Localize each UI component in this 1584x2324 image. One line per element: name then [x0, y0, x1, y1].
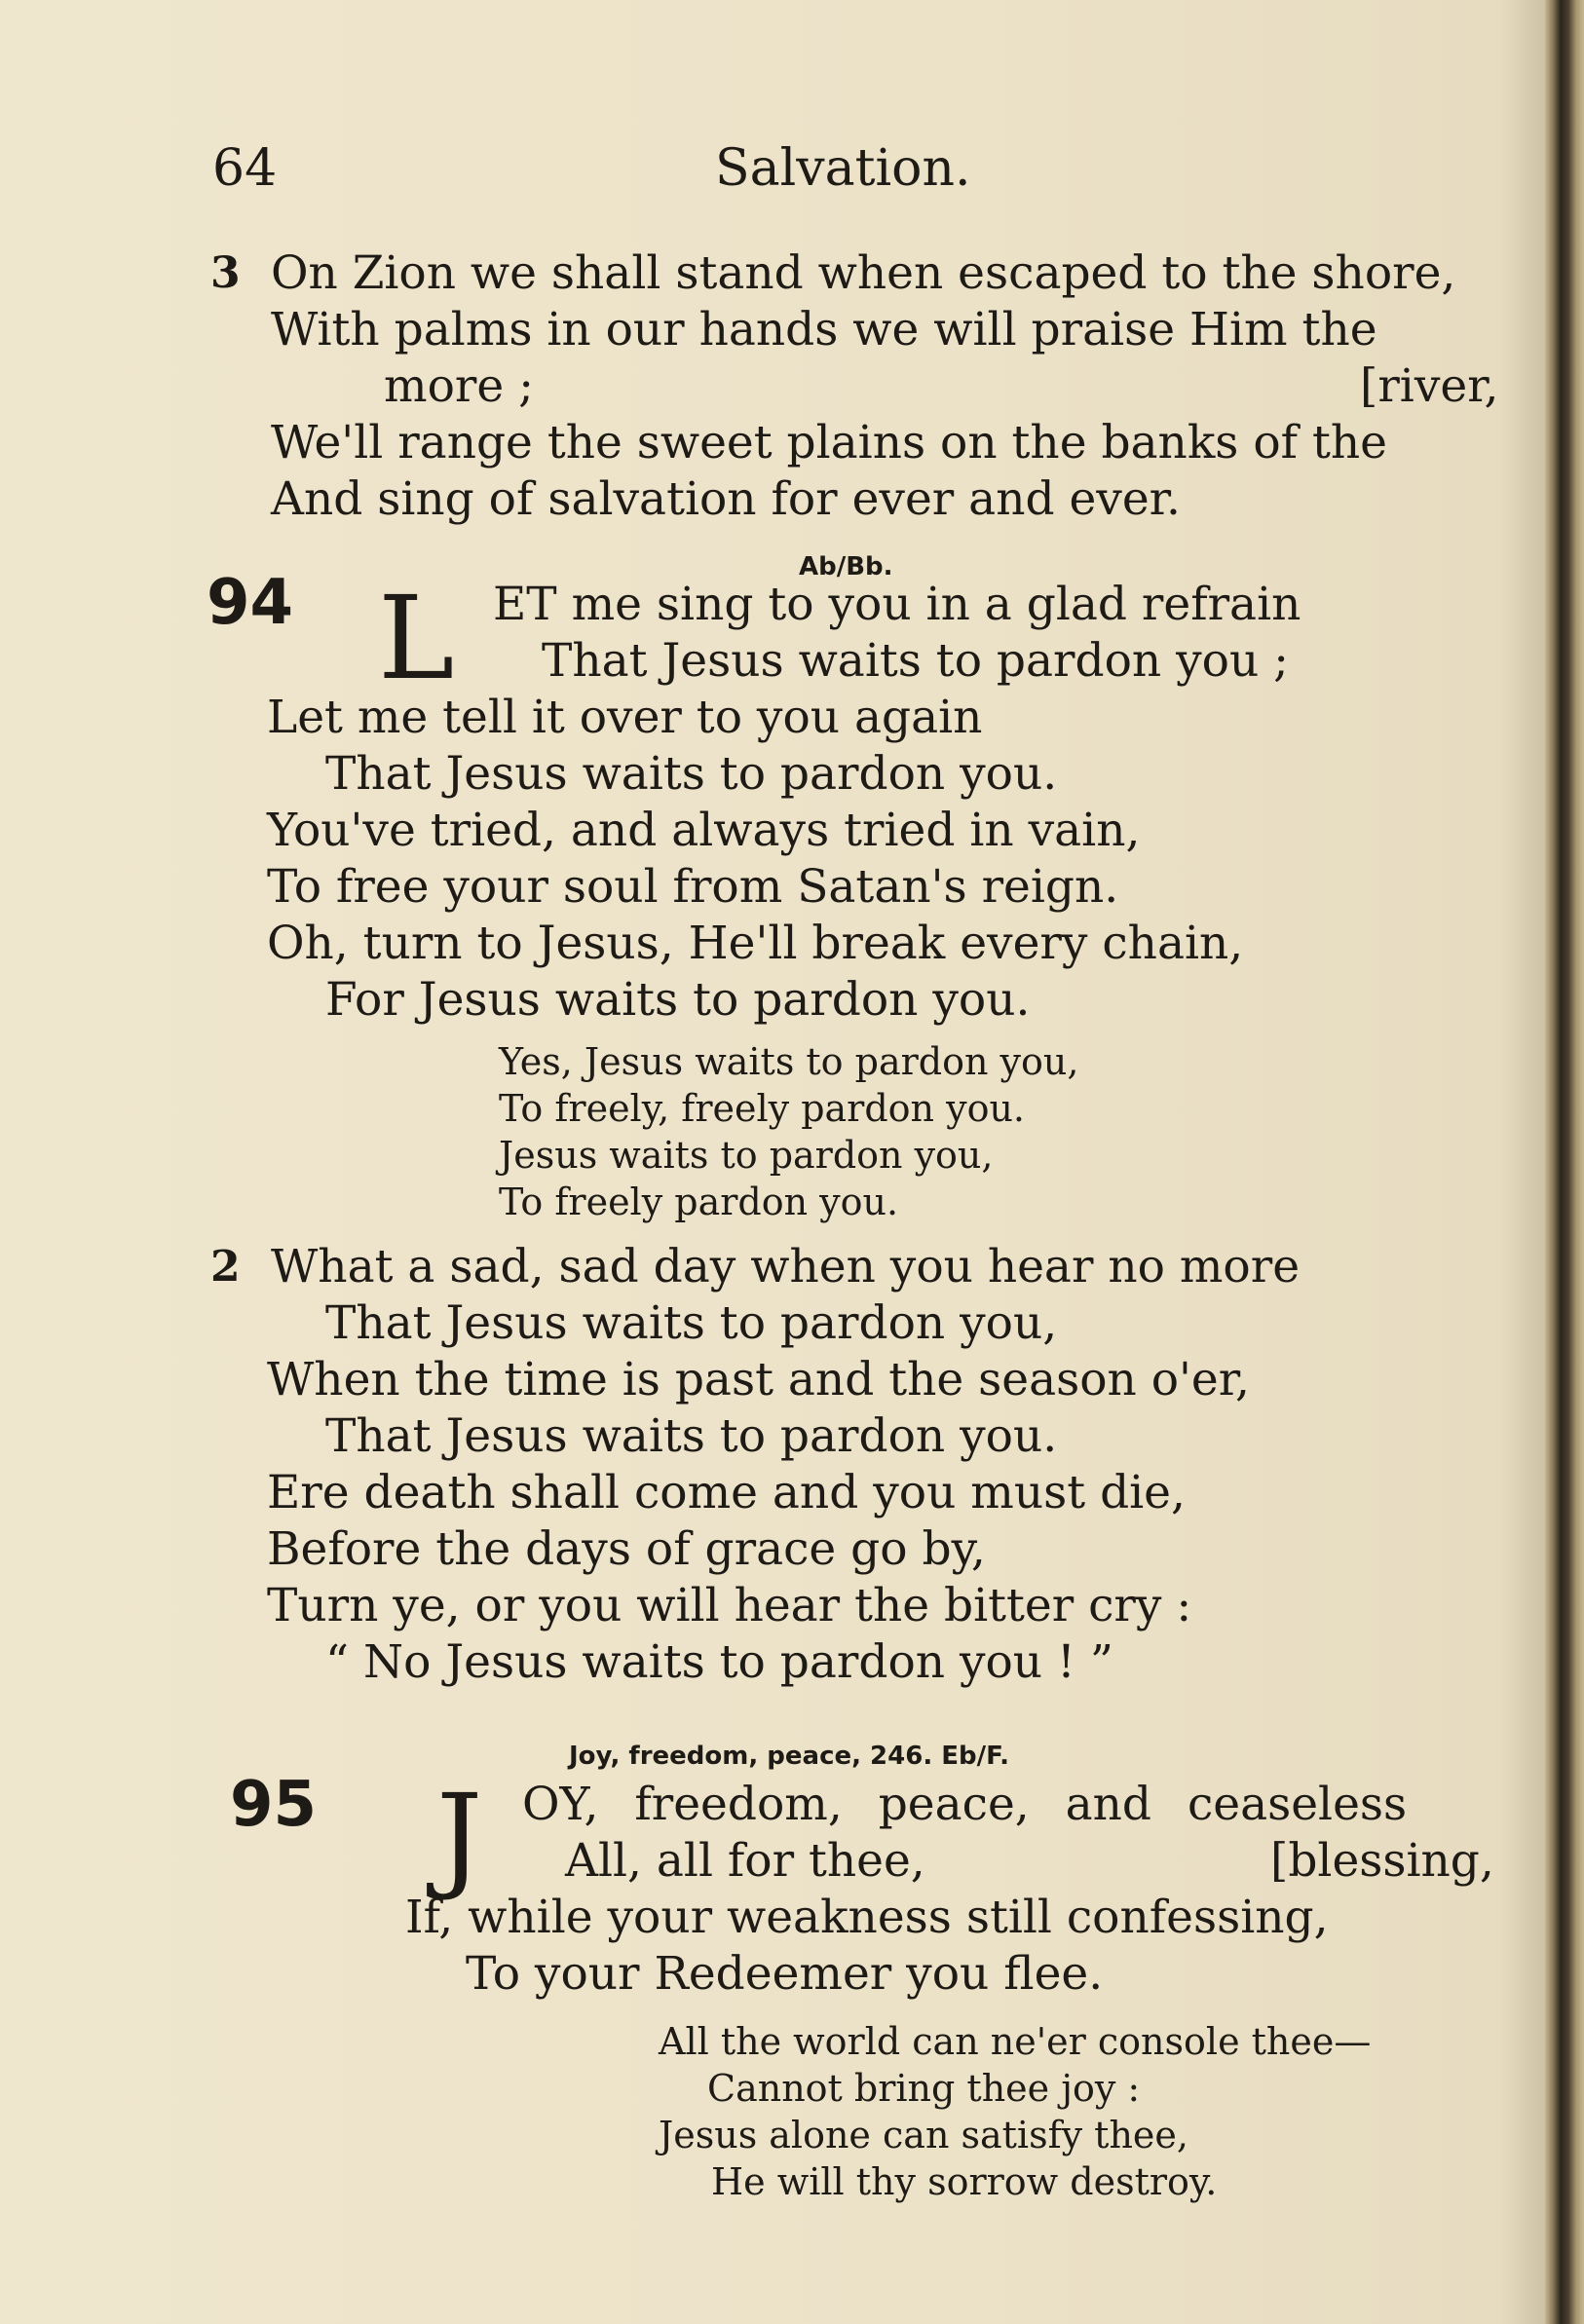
page-number: 64 [212, 139, 278, 198]
tune-reference: Ab/Bb. [799, 552, 893, 581]
verse-line: Before the days of grace go by, [267, 1522, 986, 1576]
hymn-number: 95 [230, 1769, 318, 1841]
verse-line: If, while your weakness still confessing, [405, 1891, 1329, 1944]
verse-line: What a sad, sad day when you hear no more [271, 1240, 1301, 1293]
verse-line: When the time is past and the season o'er, [267, 1353, 1250, 1406]
chorus-line: To freely pardon you. [499, 1181, 899, 1223]
verse-line: ET me sing to you in a glad refrain [493, 578, 1301, 631]
verse-line: Ere death shall come and you must die, [267, 1466, 1186, 1519]
verse-line: We'll range the sweet plains on the banks of the [271, 416, 1387, 469]
chorus-line: Jesus waits to pardon you, [499, 1134, 994, 1177]
book-spine [1545, 0, 1584, 2324]
gutter-shadow [1500, 0, 1547, 2324]
chorus-line: Jesus alone can satisfy thee, [659, 2114, 1188, 2156]
verse-line: Oh, turn to Jesus, He'll break every chain, [267, 917, 1244, 970]
tune-reference: Joy, freedom, peace, 246. Eb/F. [569, 1742, 1009, 1771]
hymn-number: 94 [207, 567, 294, 639]
chorus-line: To freely, freely pardon you. [499, 1087, 1025, 1130]
verse-line: That Jesus waits to pardon you, [325, 1296, 1058, 1350]
verse-line: On Zion we shall stand when escaped to the shore, [271, 246, 1456, 300]
verse-line: OY, freedom, peace, and ceaseless [522, 1778, 1408, 1831]
verse-line: “ No Jesus waits to pardon you ! ” [325, 1635, 1113, 1689]
verse-line: You've tried, and always tried in vain, [267, 804, 1141, 857]
chorus-line: All the world can ne'er console thee— [659, 2020, 1372, 2063]
verse-line: That Jesus waits to pardon you ; [542, 634, 1289, 688]
drop-cap: J [436, 1769, 483, 1903]
verse-line: That Jesus waits to pardon you. [325, 1409, 1058, 1463]
verse-number: 2 [210, 1242, 241, 1292]
drop-cap: L [378, 571, 455, 705]
chorus-line: Yes, Jesus waits to pardon you, [499, 1040, 1079, 1083]
chorus-line: Cannot bring thee joy : [707, 2067, 1141, 2110]
verse-line: Let me tell it over to you again [267, 691, 983, 744]
chorus-line: He will thy sorrow destroy. [711, 2160, 1218, 2203]
verse-line: To your Redeemer you flee. [466, 1947, 1104, 2001]
verse-line: That Jesus waits to pardon you. [325, 747, 1058, 801]
verse-line: To free your soul from Satan's reign. [267, 860, 1119, 914]
verse-line-carry: [blessing, [1270, 1834, 1494, 1888]
verse-line: For Jesus waits to pardon you. [325, 973, 1031, 1027]
verse-line: Turn ye, or you will hear the bitter cry : [267, 1579, 1192, 1632]
verse-line-carry: [river, [1360, 359, 1499, 413]
verse-line: And sing of salvation for ever and ever. [271, 472, 1181, 526]
verse-line: All, all for thee, [565, 1834, 925, 1888]
verse-line: more ; [384, 359, 534, 413]
verse-number: 3 [210, 248, 241, 298]
verse-line: With palms in our hands we will praise Him the [271, 303, 1377, 356]
page-title: Salvation. [715, 139, 971, 198]
